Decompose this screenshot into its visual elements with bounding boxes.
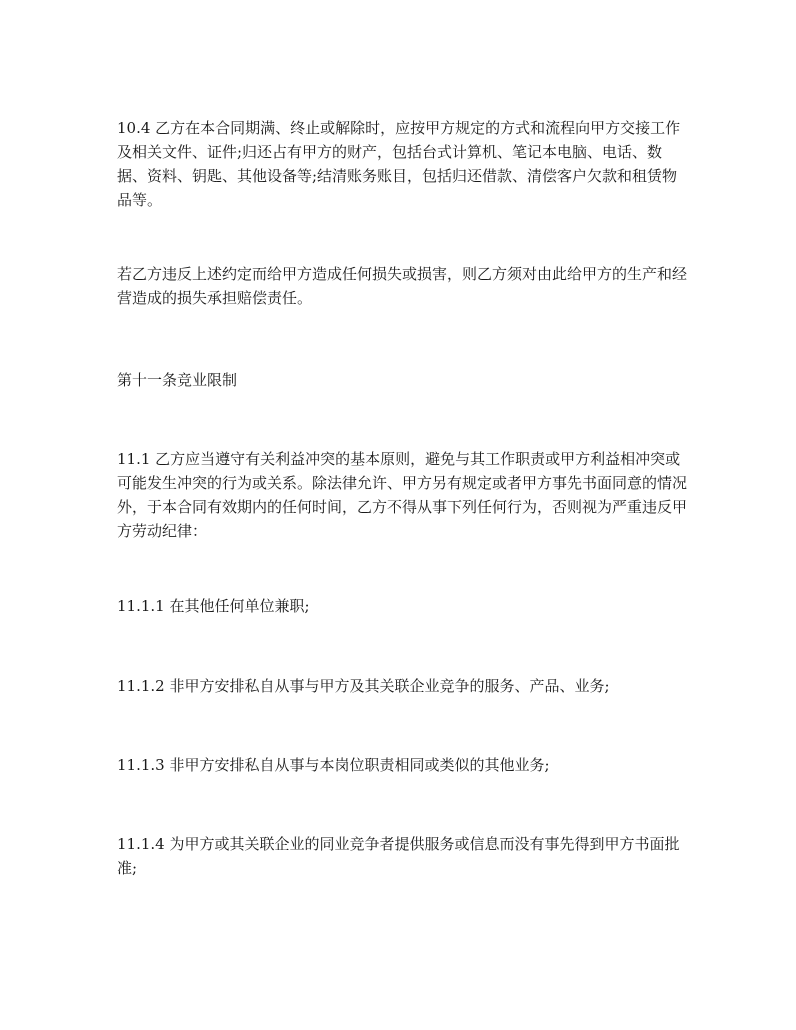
compensation-paragraph: 若乙方违反上述约定而给甲方造成任何损失或损害，则乙方须对由此给甲方的生产和经营造成的损失承担赔偿责任。: [117, 265, 688, 307]
clause-11-1-2: 11.1.2 非甲方安排私自从事与甲方及其关联企业竞争的服务、产品、业务;: [117, 677, 610, 695]
article-11-heading: 第十一条竞业限制: [117, 371, 238, 389]
clause-11-1: 11.1 乙方应当遵守有关利益冲突的基本原则，避免与其工作职责或甲方利益相冲突或可能发生冲突的行为或关系。除法律允许、甲方另有规定或者甲方事先书面同意的情况外，于本合同有效期内的任何时间，乙方不得从事下列任何行为，否则视为严重违反甲方劳动纪律：: [117, 450, 688, 540]
clause-11-1-4: 11.1.4 为甲方或其关联企业的同业竞争者提供服务或信息而没有事先得到甲方书面批准;: [117, 835, 680, 877]
clause-11-1-3: 11.1.3 非甲方安排私自从事与本岗位职责相同或类似的其他业务;: [117, 756, 550, 774]
clause-10-4: 10.4 乙方在本合同期满、终止或解除时，应按甲方规定的方式和流程向甲方交接工作及相关文件、证件;归还占有甲方的财产，包括台式计算机、笔记本电脑、电话、数据、资料、钥匙、其他设备等;结清账务账目，包括归还借款、清偿客户欠款和租赁物品等。: [117, 119, 681, 209]
clause-11-1-1: 11.1.1 在其他任何单位兼职;: [117, 597, 310, 615]
